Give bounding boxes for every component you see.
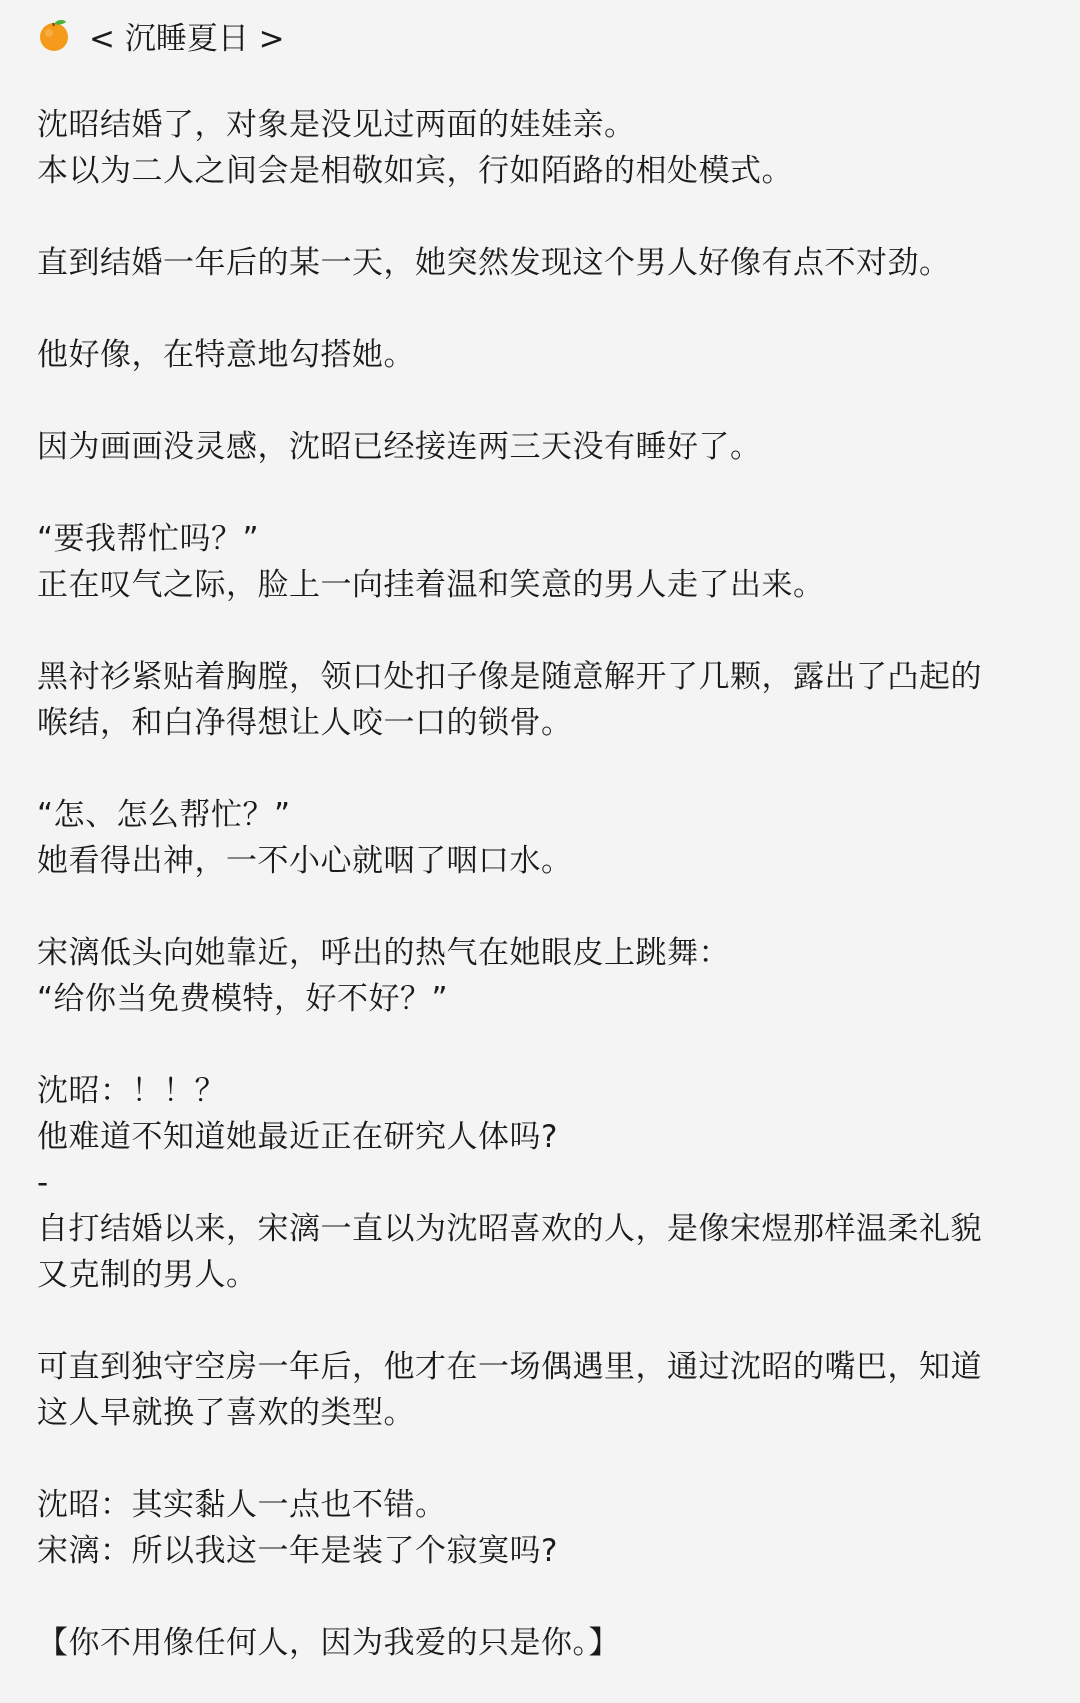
text-line: 直到结婚一年后的某一天，她突然发现这个男人好像有点不对劲。: [37, 245, 951, 281]
text-line: 他难道不知道她最近正在研究人体吗?: [37, 1119, 558, 1155]
text-line: -: [37, 1165, 49, 1201]
text-line: “怎、怎么帮忙？”: [37, 797, 291, 833]
page-title: < 沉睡夏日 >: [89, 20, 285, 57]
text-line: 喉结，和白净得想让人咬一口的锁骨。: [37, 705, 573, 741]
text-line: “给你当免费模特，好不好？”: [37, 981, 449, 1017]
orange-icon: [37, 18, 71, 52]
text-line: 本以为二人之间会是相敬如宾，行如陌路的相处模式。: [37, 153, 793, 189]
text-line: “要我帮忙吗？”: [37, 521, 260, 557]
text-line: 这人早就换了喜欢的类型。: [37, 1395, 415, 1431]
text-line: 宋漓：所以我这一年是装了个寂寞吗?: [37, 1533, 558, 1569]
text-line: 宋漓低头向她靠近，呼出的热气在她眼皮上跳舞：: [37, 935, 730, 971]
text-line: 因为画画没灵感，沈昭已经接连两三天没有睡好了。: [37, 429, 762, 465]
text-line: 沈昭结婚了，对象是没见过两面的娃娃亲。: [37, 107, 636, 143]
text-line: 【你不用像任何人，因为我爱的只是你。】: [37, 1625, 620, 1661]
text-line: 正在叹气之际，脸上一向挂着温和笑意的男人走了出来。: [37, 567, 825, 603]
text-line: 又克制的男人。: [37, 1257, 258, 1293]
text-line: 他好像，在特意地勾搭她。: [37, 337, 415, 373]
text-line: 自打结婚以来，宋漓一直以为沈昭喜欢的人，是像宋煜那样温柔礼貌: [37, 1211, 982, 1247]
text-line: 她看得出神，一不小心就咽了咽口水。: [37, 843, 573, 879]
text-line: 沈昭：！！？: [37, 1073, 226, 1109]
text-line: 黑衬衫紧贴着胸膛，领口处扣子像是随意解开了几颗，露出了凸起的: [37, 659, 982, 695]
header: [37, 12, 285, 58]
text-line: 可直到独守空房一年后，他才在一场偶遇里，通过沈昭的嘴巴，知道: [37, 1349, 982, 1385]
text-line: 沈昭：其实黏人一点也不错。: [37, 1487, 447, 1523]
